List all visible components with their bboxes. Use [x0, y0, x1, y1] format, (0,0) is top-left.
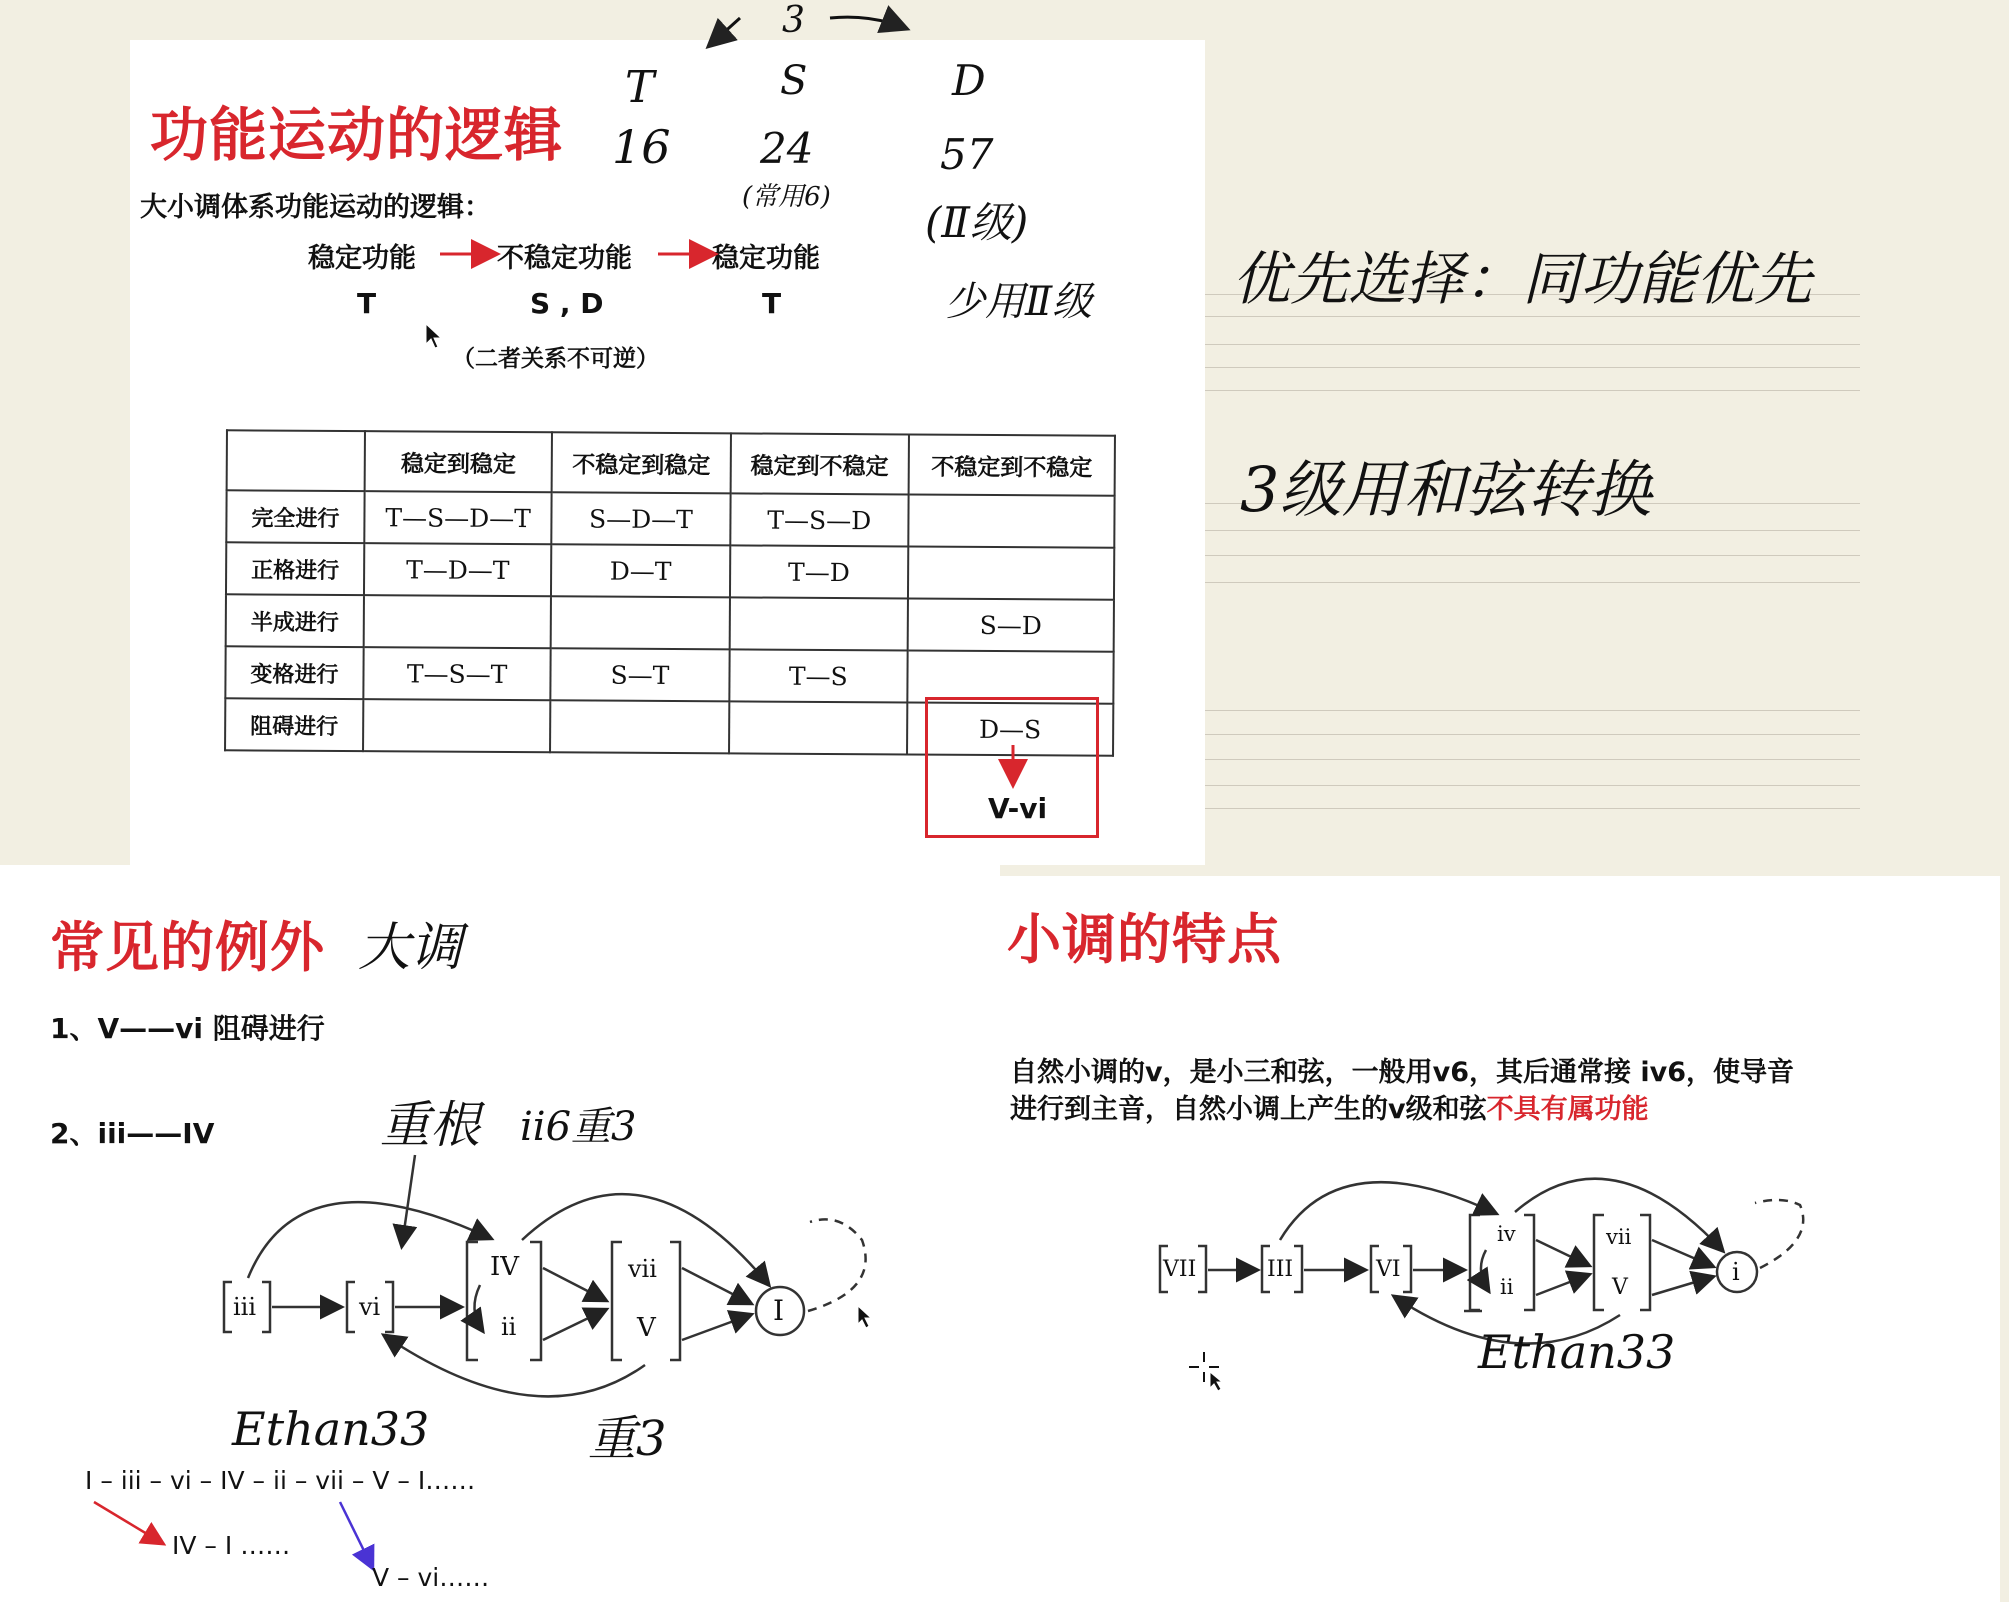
bottom-left-title-hand: 大调: [358, 918, 463, 978]
minor-node-ii: ii: [1500, 1275, 1514, 1299]
flow-step-stable-1: 稳定功能: [308, 243, 416, 274]
hand-func-s: S: [780, 58, 808, 104]
flow-label-t2: T: [762, 287, 782, 320]
hand-func-d: D: [952, 56, 986, 105]
hand-note-d: (Ⅱ级): [925, 198, 1029, 247]
hand-note-d2: 少用Ⅱ级: [945, 279, 1093, 325]
move-cursor-icon: [1189, 1352, 1222, 1391]
minor-node-i: i: [1732, 1258, 1740, 1286]
hand-degree-t: 16: [612, 120, 671, 174]
table-cell: T—S—D: [730, 493, 909, 546]
notebook-line-2: 3级用和弦转换: [1240, 453, 1652, 526]
table-cell: T—S: [729, 649, 908, 702]
bottom-left-hand-note-3: 重3: [588, 1411, 667, 1467]
hand-note-s: (常用6): [742, 182, 831, 212]
table-header-cell: 不稳定到不稳定: [909, 434, 1115, 495]
flow-label-t1: T: [357, 287, 377, 320]
flow-label-sd: S , D: [530, 287, 604, 320]
table-cell: T—D—T: [364, 543, 552, 596]
diagram-node-V: V: [637, 1313, 656, 1343]
minor-node-vii: vii: [1606, 1225, 1632, 1249]
table-row-label: 正格进行: [226, 542, 364, 595]
table-cell: D—S: [907, 702, 1113, 755]
bottom-left-item-1: 1、V——vi 阻碍进行: [50, 1012, 325, 1045]
minor-node-V: V: [1612, 1275, 1628, 1300]
diagram-node-vii: vii: [628, 1255, 657, 1283]
progression-main: I – iii – vi – IV – ii – vii – V – I……: [85, 1466, 476, 1495]
table-row-label: 阻碍进行: [225, 698, 363, 751]
flow-step-unstable: 不稳定功能: [497, 243, 632, 274]
table-row-label: 半成进行: [226, 594, 364, 647]
table-row-label: 完全进行: [226, 490, 364, 543]
table-cell: S—D—T: [552, 492, 731, 545]
bottom-left-title: 常见的例外: [50, 916, 325, 979]
flow-note: （二者关系不可逆）: [452, 346, 659, 372]
hand-arc-number: 3: [782, 0, 805, 41]
table-cell: D—T: [551, 544, 730, 597]
bottom-right-title: 小调的特点: [1007, 908, 1282, 971]
callout-label: V-vi: [988, 792, 1048, 825]
progression-alt-2: V – vi……: [372, 1563, 490, 1592]
watermark-left: Ethan33: [232, 1402, 430, 1456]
hand-degree-s: 24: [760, 124, 814, 173]
bottom-right-text-line-2-normal: 进行到主音，自然小调上产生的v级和弦: [1010, 1094, 1487, 1125]
table-row-label: 变格进行: [225, 646, 363, 699]
hand-degree-d: 57: [940, 130, 994, 179]
table-cell: T—S—T: [363, 647, 551, 700]
bottom-left-item-2: 2、iii——IV: [50, 1117, 215, 1150]
diagram-node-ii: ii: [501, 1313, 517, 1341]
diagram-node-I: I: [773, 1294, 785, 1327]
minor-node-VI: VI: [1376, 1257, 1401, 1282]
minor-node-iv: iv: [1497, 1222, 1516, 1246]
table-header-cell: 不稳定到稳定: [552, 432, 731, 493]
minor-node-III: III: [1267, 1257, 1294, 1282]
progression-alt-1: IV – I ……: [172, 1531, 291, 1560]
table-header-cell: 稳定到不稳定: [730, 433, 909, 494]
top-slide-subtitle: 大小调体系功能运动的逻辑：: [140, 192, 491, 223]
diagram-node-vi: vi: [359, 1293, 381, 1321]
table-cell: S—T: [551, 648, 730, 701]
bottom-right-text-line-1: 自然小调的v，是小三和弦，一般用v6，其后通常接 iv6，使导音: [1010, 1057, 1795, 1088]
bottom-left-hand-note-2: ii6重3: [520, 1104, 637, 1150]
table-cell: S—D: [908, 598, 1114, 651]
table-cell: T—D: [730, 545, 909, 598]
minor-node-VII: VII: [1163, 1257, 1197, 1282]
flow-step-stable-2: 稳定功能: [712, 243, 820, 274]
table-header-cell: 稳定到稳定: [365, 431, 553, 492]
watermark-right: Ethan33: [1478, 1325, 1676, 1379]
notebook-line-1: 优先选择：同功能优先: [1232, 245, 1813, 313]
diagram-node-iii: iii: [233, 1293, 257, 1321]
table-cell: T—S—D—T: [364, 491, 552, 544]
bottom-right-text-line-2-red: 不具有属功能: [1486, 1094, 1649, 1125]
diagram-node-IV: IV: [490, 1252, 520, 1282]
bottom-left-hand-note-1: 重根: [380, 1096, 480, 1154]
hand-func-t: T: [625, 62, 655, 113]
top-slide-title: 功能运动的逻辑: [150, 101, 564, 169]
